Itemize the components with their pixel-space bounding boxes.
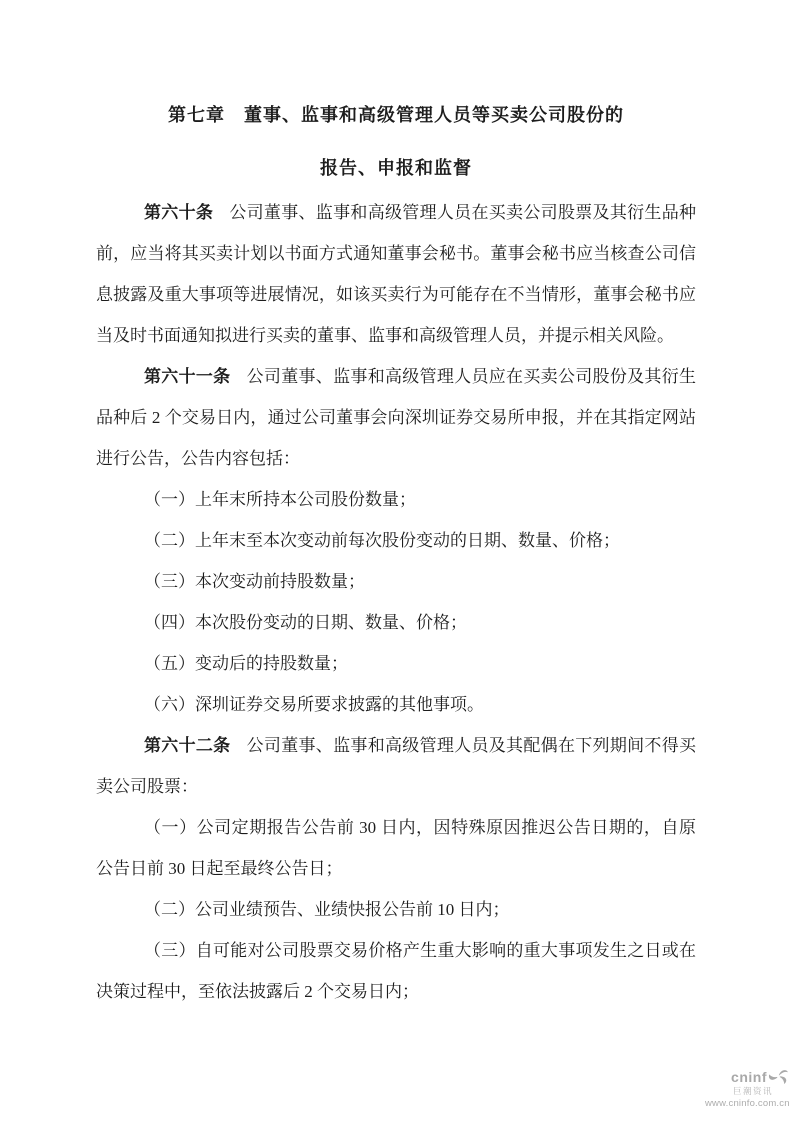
- cninfo-url: www.cninfo.com.cn: [705, 1097, 790, 1109]
- list-item-8: [96, 889, 696, 930]
- article-paragraph-62: [96, 725, 696, 807]
- cninfo-swirl-icon: [768, 1068, 789, 1085]
- list-item-text: （二）上年末至本次变动前每次股份变动的日期、数量、价格；: [144, 531, 620, 550]
- article-term: 第六十条: [144, 203, 214, 222]
- list-item-text: （二）公司业绩预告、业绩快报公告前 10 日内；: [144, 900, 510, 919]
- article-text: 公司董事、监事和高级管理人员在买卖公司股票及其衍生品种前，应当将其买卖计划以书面方式通知董事会秘书。董事会秘书应当核查公司信息披露及重大事项等进展情况，如该买卖行为可能存在不当情形，董事会秘书应当及时书面通知拟进行买卖的董事、监事和高级管理人员，并提示相关风险。: [96, 203, 697, 345]
- article-paragraph-61: [96, 356, 696, 479]
- article-text: 公司董事、监事和高级管理人员应在买卖公司股份及其衍生品种后 2 个交易日内，通过公司董事会向深圳证券交易所申报，并在其指定网站进行公告，公告内容包括：: [96, 367, 697, 468]
- list-item-5: [96, 643, 696, 684]
- cninfo-watermark: [705, 1068, 789, 1108]
- article-term: 第六十二条: [144, 736, 231, 755]
- list-item-2: [96, 520, 696, 561]
- list-item-6: [96, 684, 696, 725]
- list-item-text: （三）自可能对公司股票交易价格产生重大影响的重大事项发生之日或在决策过程中，至依法披露后 2 个交易日内；: [96, 941, 696, 1001]
- article-text: 公司董事、监事和高级管理人员及其配偶在下列期间不得买卖公司股票：: [96, 736, 697, 796]
- list-item-7: [96, 807, 696, 889]
- list-item-1: [96, 479, 696, 520]
- chapter-title-line2: 报告、申报和监督: [320, 158, 472, 178]
- document-body: [96, 192, 696, 1012]
- cninfo-chinese-name: 巨潮资讯: [732, 1086, 773, 1096]
- list-item-text: （五）变动后的持股数量；: [144, 654, 348, 673]
- list-item-text: （一）公司定期报告公告前 30 日内，因特殊原因推迟公告日期的，自原公告日前 30 日起至最终公告日；: [96, 818, 696, 878]
- document-content: [96, 102, 696, 1012]
- list-item-text: （三）本次变动前持股数量；: [144, 572, 365, 591]
- list-item-text: （四）本次股份变动的日期、数量、价格；: [144, 613, 467, 632]
- list-item-4: [96, 602, 696, 643]
- list-item-text: （六）深圳证券交易所要求披露的其他事项。: [144, 695, 484, 714]
- list-item-3: [96, 561, 696, 602]
- list-item-text: （一）上年末所持本公司股份数量；: [144, 490, 416, 509]
- article-paragraph-60: [96, 192, 696, 356]
- cninfo-logo: [705, 1068, 789, 1085]
- article-term: 第六十一条: [144, 367, 231, 386]
- list-item-9: [96, 930, 696, 1012]
- chapter-title-line1: 第七章 董事、监事和高级管理人员等买卖公司股份的: [168, 105, 624, 125]
- cninfo-logo-text: cninf: [731, 1068, 767, 1085]
